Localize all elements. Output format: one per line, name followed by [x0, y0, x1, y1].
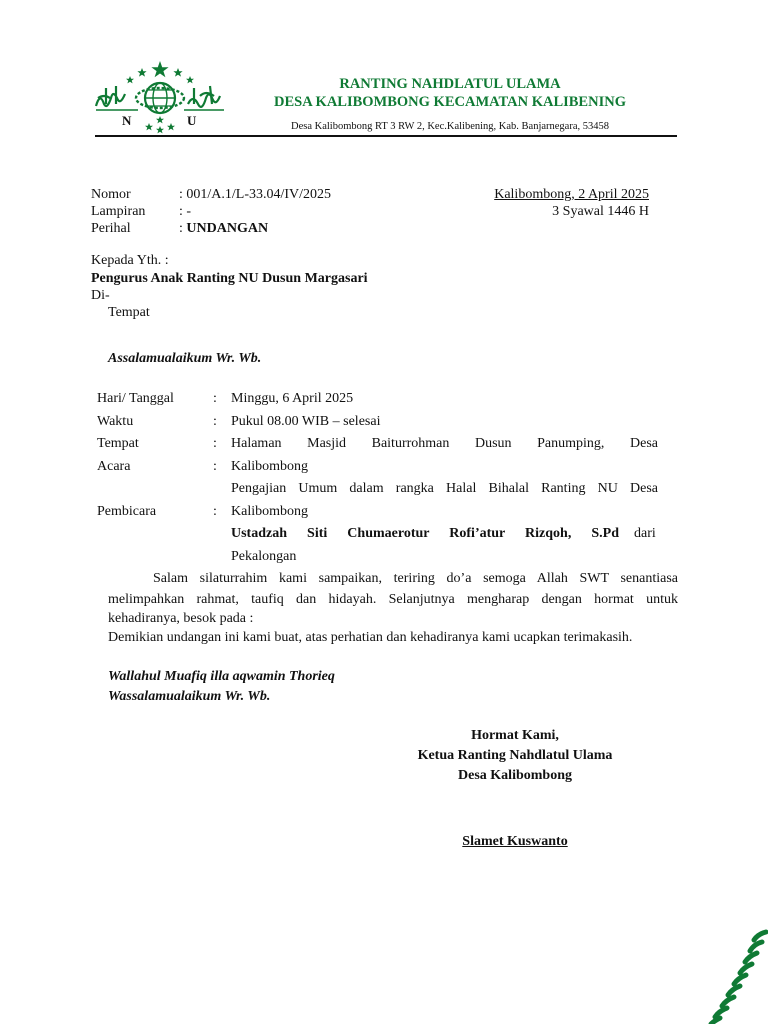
nu-logo-icon: [94, 58, 226, 136]
detail-label-tempat: Tempat: [97, 436, 139, 451]
recipient-kepada: Kepada Yth. :: [91, 253, 169, 268]
signature-hormat: Hormat Kami,: [471, 728, 559, 743]
detail-value-acara-cont: Kalibombong: [231, 504, 308, 519]
detail-value-pembicara-origin: Pekalongan: [231, 549, 297, 564]
body-line-3: kehadiranya, besok pada :: [108, 611, 254, 626]
body-line-1: Salam silaturrahim kami sampaikan, teriring do’a semoga Allah SWT senantiasa: [153, 571, 678, 586]
detail-label-waktu: Waktu: [97, 414, 134, 429]
signature-name: Slamet Kuswanto: [462, 834, 568, 849]
perihal-label: Perihal: [91, 221, 131, 236]
logo-letter-n: N: [122, 113, 132, 128]
detail-label-hari: Hari/ Tanggal: [97, 391, 174, 406]
body-line-2: melimpahkan rahmat, taufiq dan hidayah. Selanjutnya mengharap dengan hormat untuk: [108, 592, 678, 607]
recipient-tempat: Tempat: [108, 305, 150, 320]
detail-colon: :: [213, 414, 217, 429]
perihal-value: : UNDANGAN: [179, 221, 269, 236]
detail-value-pembicara-dari: dari: [634, 526, 656, 541]
recipient-di: Di-: [91, 288, 110, 303]
detail-colon: :: [213, 459, 217, 474]
org-name-line2: DESA KALIBOMBONG KECAMATAN KALIBENING: [274, 94, 626, 110]
detail-colon: :: [213, 504, 217, 519]
closing-line-1: Wallahul Muafiq illa aqwamin Thorieq: [108, 669, 335, 684]
signature-title-1: Ketua Ranting Nahdlatul Ulama: [417, 748, 613, 763]
header-divider: [95, 135, 677, 137]
detail-value-hari: Minggu, 6 April 2025: [231, 391, 354, 406]
hijri-date: 3 Syawal 1446 H: [552, 204, 649, 219]
detail-label-pembicara: Pembicara: [97, 504, 157, 519]
detail-colon: :: [213, 391, 217, 406]
detail-value-acara: Pengajian Umum dalam rangka Halal Bihalal Ranting NU Desa: [231, 481, 658, 496]
lampiran-value: : -: [179, 204, 192, 219]
detail-colon: :: [213, 436, 217, 451]
closing-line-2: Wassalamualaikum Wr. Wb.: [108, 689, 271, 704]
detail-value-waktu: Pukul 08.00 WIB – selesai: [231, 414, 381, 429]
body-line-4: Demikian undangan ini kami buat, atas perhatian dan kehadiranya kami ucapkan terimakasih.: [108, 630, 633, 645]
signature-title-2: Desa Kalibombong: [458, 768, 572, 783]
recipient-name: Pengurus Anak Ranting NU Dusun Margasari: [91, 271, 368, 286]
detail-value-tempat-cont: Kalibombong: [231, 459, 308, 474]
detail-label-acara: Acara: [97, 459, 131, 474]
nomor-value: : 001/A.1/L-33.04/IV/2025: [179, 187, 332, 202]
nomor-label: Nomor: [91, 187, 131, 202]
greeting: Assalamualaikum Wr. Wb.: [108, 351, 262, 366]
logo-letter-u: U: [187, 113, 197, 128]
org-name-line1: RANTING NAHDLATUL ULAMA: [339, 76, 561, 92]
lampiran-label: Lampiran: [91, 204, 146, 219]
detail-value-pembicara: Ustadzah Siti Chumaerotur Rofi’atur Rizqoh, S.Pd: [231, 526, 619, 541]
place-date: Kalibombong, 2 April 2025: [494, 187, 649, 202]
detail-value-tempat: Halaman Masjid Baiturrohman Dusun Panumping, Desa: [231, 436, 658, 451]
org-address: Desa Kalibombong RT 3 RW 2, Kec.Kalibening, Kab. Banjarnegara, 53458: [291, 121, 609, 132]
rope-ornament-icon: [700, 928, 768, 1024]
